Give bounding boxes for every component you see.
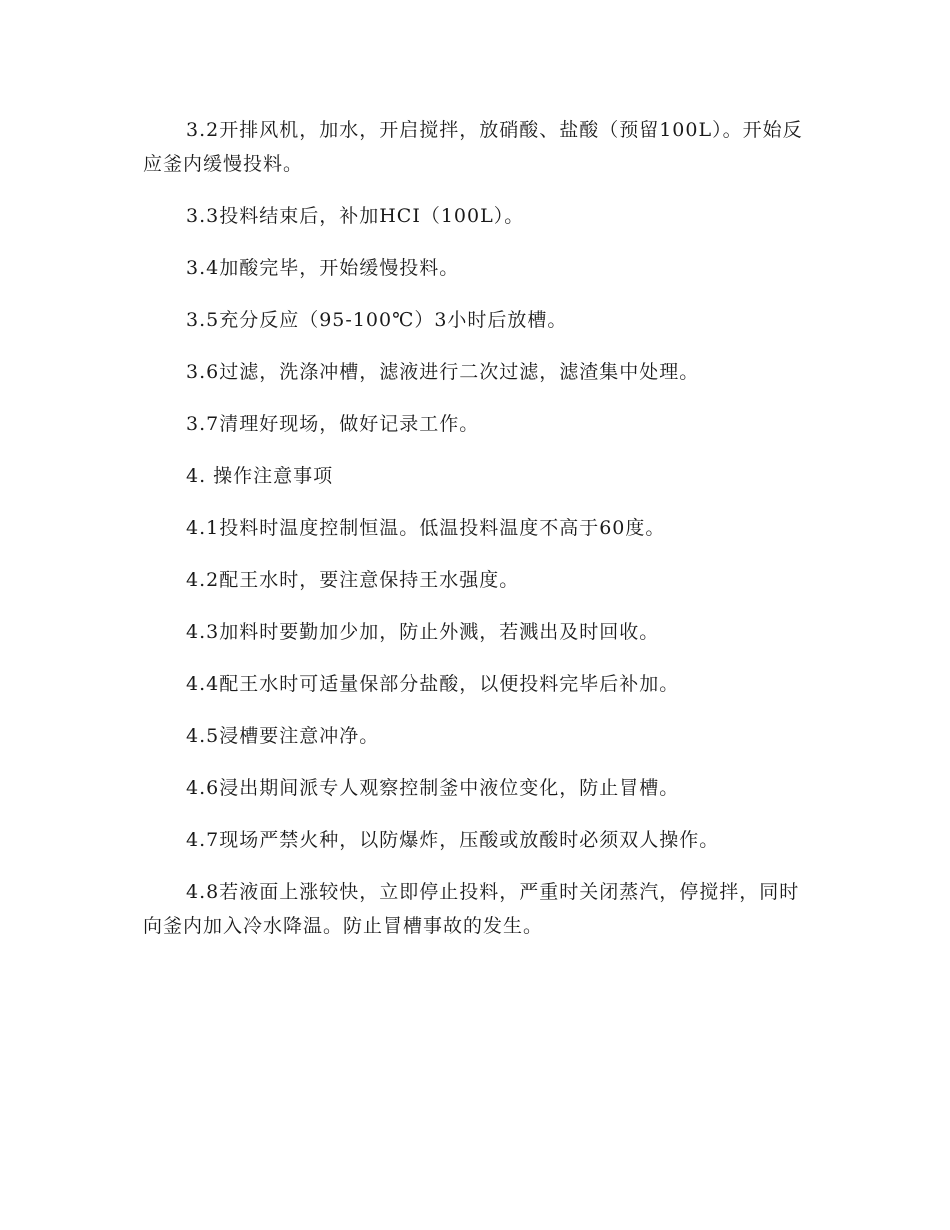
paragraph-4-5: 4.5浸槽要注意冲净。 xyxy=(186,725,380,747)
paragraph-3-5: 3.5充分反应（95-100℃）3小时后放槽。 xyxy=(186,309,568,331)
paragraph-3-3: 3.3投料结束后，补加HCI（100L）。 xyxy=(186,205,525,227)
paragraph-4-2: 4.2配王水时，要注意保持王水强度。 xyxy=(186,569,520,591)
paragraph-4-1: 4.1投料时温度控制恒温。低温投料温度不高于60度。 xyxy=(186,517,666,539)
paragraph-3-7: 3.7清理好现场，做好记录工作。 xyxy=(186,413,480,435)
section-heading-4: 4. 操作注意事项 xyxy=(186,465,334,487)
paragraph-4-6: 4.6浸出期间派专人观察控制釜中液位变化，防止冒槽。 xyxy=(186,777,680,799)
document-body xyxy=(143,113,813,961)
paragraph-4-7: 4.7现场严禁火种，以防爆炸，压酸或放酸时必须双人操作。 xyxy=(186,829,720,851)
paragraph-3-6: 3.6过滤，洗涤冲槽，滤液进行二次过滤，滤渣集中处理。 xyxy=(186,361,700,383)
paragraph-4-3: 4.3加料时要勤加少加，防止外溅，若溅出及时回收。 xyxy=(186,621,660,643)
paragraph-4-8: 4.8若液面上涨较快，立即停止投料，严重时关闭蒸汽，停搅拌，同时向釜内加入冷水降温。防止冒槽事故的发生。 xyxy=(143,881,800,937)
paragraph-4-4: 4.4配王水时可适量保部分盐酸，以便投料完毕后补加。 xyxy=(186,673,680,695)
paragraph-3-4: 3.4加酸完毕，开始缓慢投料。 xyxy=(186,257,460,279)
paragraph-3-2: 3.2开排风机，加水，开启搅拌，放硝酸、盐酸（预留100L）。开始反应釜内缓慢投料。 xyxy=(143,119,803,175)
